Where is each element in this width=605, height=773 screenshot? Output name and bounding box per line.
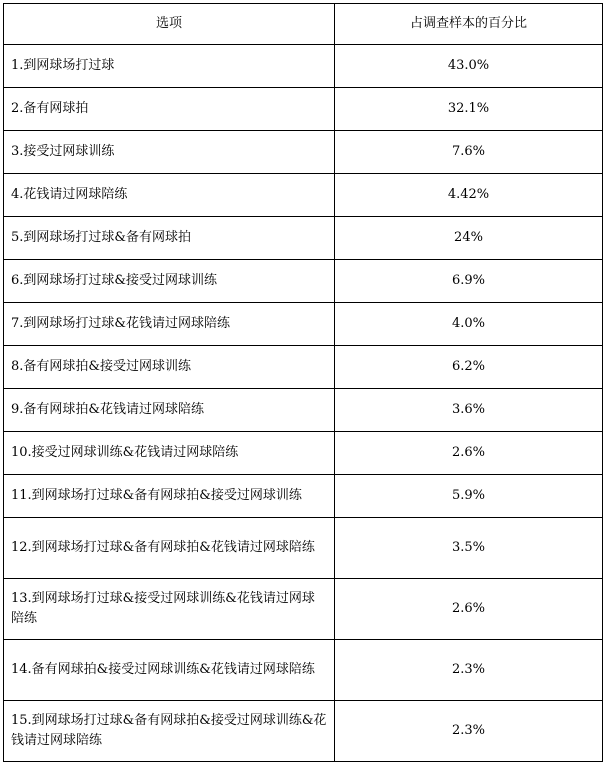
table-row (4, 518, 603, 579)
percent-cell: 6.9% (335, 260, 603, 303)
option-cell: 10.接受过网球训练&花钱请过网球陪练 (4, 432, 335, 475)
percent-cell: 6.2% (335, 346, 603, 389)
option-cell: 3.接受过网球训练 (4, 131, 335, 174)
option-cell: 1.到网球场打过球 (4, 45, 335, 88)
table-row (4, 45, 603, 88)
percent-cell: 32.1% (335, 88, 603, 131)
table-row (4, 579, 603, 640)
percent-cell: 4.42% (335, 174, 603, 217)
table-row (4, 346, 603, 389)
header-percent: 占调查样本的百分比 (335, 4, 603, 45)
option-cell: 7.到网球场打过球&花钱请过网球陪练 (4, 303, 335, 346)
percent-cell: 3.5% (335, 518, 603, 579)
option-cell: 6.到网球场打过球&接受过网球训练 (4, 260, 335, 303)
percent-cell: 4.0% (335, 303, 603, 346)
option-cell: 11.到网球场打过球&备有网球拍&接受过网球训练 (4, 475, 335, 518)
percent-cell: 2.3% (335, 640, 603, 701)
option-cell: 13.到网球场打过球&接受过网球训练&花钱请过网球陪练 (4, 579, 335, 640)
percent-cell: 5.9% (335, 475, 603, 518)
table-row (4, 701, 603, 762)
percent-cell: 3.6% (335, 389, 603, 432)
option-cell: 9.备有网球拍&花钱请过网球陪练 (4, 389, 335, 432)
percent-cell: 7.6% (335, 131, 603, 174)
percent-cell: 2.6% (335, 432, 603, 475)
table-row (4, 475, 603, 518)
table-row (4, 174, 603, 217)
option-cell: 12.到网球场打过球&备有网球拍&花钱请过网球陪练 (4, 518, 335, 579)
table-row (4, 88, 603, 131)
option-cell: 5.到网球场打过球&备有网球拍 (4, 217, 335, 260)
option-cell: 14.备有网球拍&接受过网球训练&花钱请过网球陪练 (4, 640, 335, 701)
percent-cell: 43.0% (335, 45, 603, 88)
option-cell: 4.花钱请过网球陪练 (4, 174, 335, 217)
header-row (4, 4, 603, 45)
table-row (4, 131, 603, 174)
percent-cell: 24% (335, 217, 603, 260)
option-cell: 2.备有网球拍 (4, 88, 335, 131)
table-row (4, 217, 603, 260)
table-row (4, 260, 603, 303)
option-cell: 8.备有网球拍&接受过网球训练 (4, 346, 335, 389)
table-row (4, 640, 603, 701)
percent-cell: 2.6% (335, 579, 603, 640)
table-row (4, 432, 603, 475)
option-cell: 15.到网球场打过球&备有网球拍&接受过网球训练&花钱请过网球陪练 (4, 701, 335, 762)
percent-cell: 2.3% (335, 701, 603, 762)
table-row (4, 389, 603, 432)
survey-table (3, 3, 603, 762)
header-option: 选项 (4, 4, 335, 45)
table-row (4, 303, 603, 346)
